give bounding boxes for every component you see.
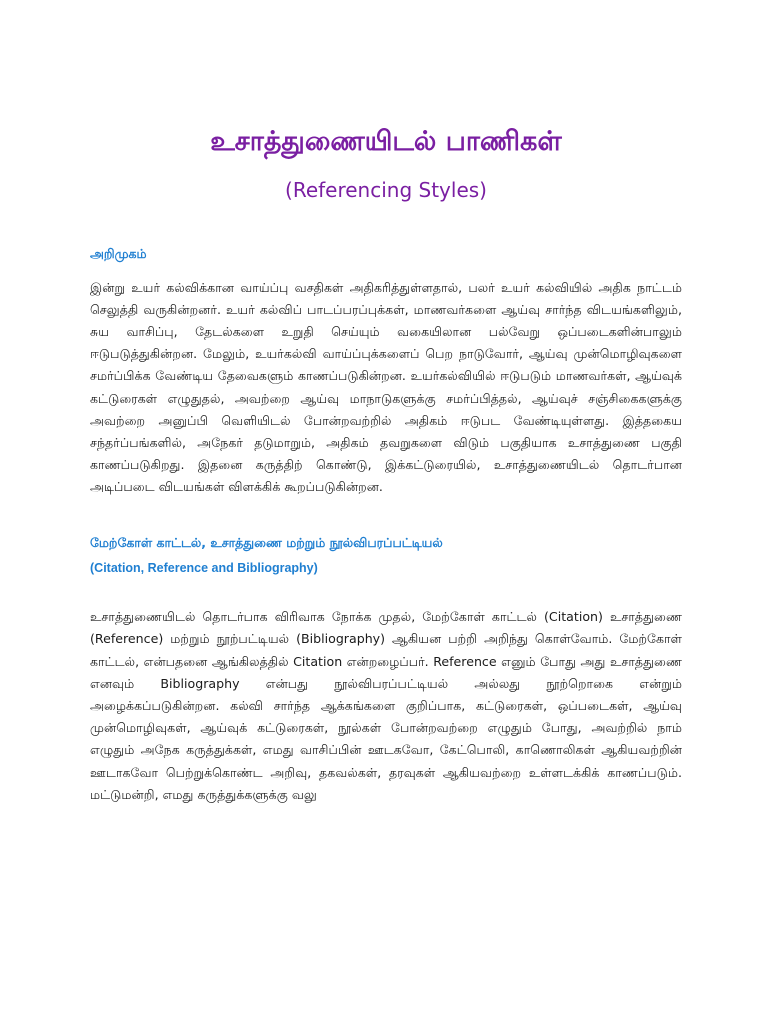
introduction-paragraph: இன்று உயர் கல்விக்கான வாய்ப்பு வசதிகள் அதிகரித்துள்ளதால், பலர் உயர் கல்வியில் அதிக நாட்டம் செலுத்தி வருகின்றனர். உயர் கல்விப் பாடப்பரப்புக்கள், மாணவர்களை ஆய்வு சார்ந்த விடயங்களிலும், சுய வாசிப்பு, தேடல்களை உறுதி செய்யும் வகையிலான பல்வேறு ஒப்படைகளின்பாலும் ஈடுபடுத்துகின்றன. மேலும், உயர்கல்வி வாய்ப்புக்களைப் பெற நாடுவோர், ஆய்வு முன்மொழிவுகளை சமர்ப்பிக்க வேண்டிய தேவைகளும் காணப்படுகின்றன. உயர்கல்வியில் ஈடுபடும் மாணவர்கள், ஆய்வுக் கட்டுரைகள் எழுதுதல், அவற்றை ஆய்வு மாநாடுகளுக்கு சமர்ப்பித்தல், ஆய்வுச் சஞ்சிகைகளுக்கு அவற்றை அனுப்பி வெளியிடல் போன்றவற்றில் அதிகம் ஈடுபட வேண்டியுள்ளது. இத்தகைய சந்தர்ப்பங்களில், அநேகர் தடுமாறும், அதிகம் தவறுகளை விடும் பகுதியாக உசாத்துணை பகுதி காணப்படுகிறது. இதனை கருத்திற் கொண்டு, இக்கட்டுரையில், உசாத்துணையிடல் தொடர்பான அடிப்படை விடயங்கள் விளக்கிக் கூறப்படுகின்றன. xyxy=(90,279,682,495)
section-heading-introduction: அறிமுகம் xyxy=(90,246,147,262)
section-heading-citation: மேற்கோள் காட்டல், உசாத்துணை மற்றும் நூல்விபரப்பட்டியல் xyxy=(90,534,443,550)
page-title: உசாத்துணையிடல் பாணிகள் xyxy=(210,126,562,157)
citation-paragraph: உசாத்துணையிடல் தொடர்பாக விரிவாக நோக்க முதல், மேற்கோள் காட்டல் (Citation) உசாத்துணை (Reference) மற்றும் நூற்பட்டியல் (Bibliography) ஆகியன பற்றி அறிந்து கொள்வோம். மேற்கோள் காட்டல், என்பதனை ஆங்கிலத்தில் Citation என்றழைப்பர். Reference எனும் போது அது உசாத்துணை எனவும் Bibliography என்பது நூல்விபரப்பட்டியல் அல்லது நூற்றொகை என்றும் அழைக்கப்படுகின்றன. கல்வி சார்ந்த ஆக்கங்களை குறிப்பாக, கட்டுரைகள், ஒப்படைகள், ஆய்வு முன்மொழிவுகள், ஆய்வுக் கட்டுரைகள், நூல்கள் போன்றவற்றை எழுதும் போது, அவற்றில் நாம் எழுதும் அநேக கருத்துக்கள், எமது வாசிப்பின் ஊடகவோ, கேட்பொலி, காணொலிகள் ஆகியவற்றின் ஊடாகவோ பெற்றுக்கொண்ட அறிவு, தகவல்கள், தரவுகள் ஆகியவற்றை உள்ளடக்கிக் காணப்படும். மட்டுமன்றி, எமது கருத்துக்களுக்கு வலு xyxy=(90,609,682,802)
section-subheading-citation: (Citation, Reference and Bibliography) xyxy=(90,560,318,575)
page-subtitle: (Referencing Styles) xyxy=(285,178,487,203)
